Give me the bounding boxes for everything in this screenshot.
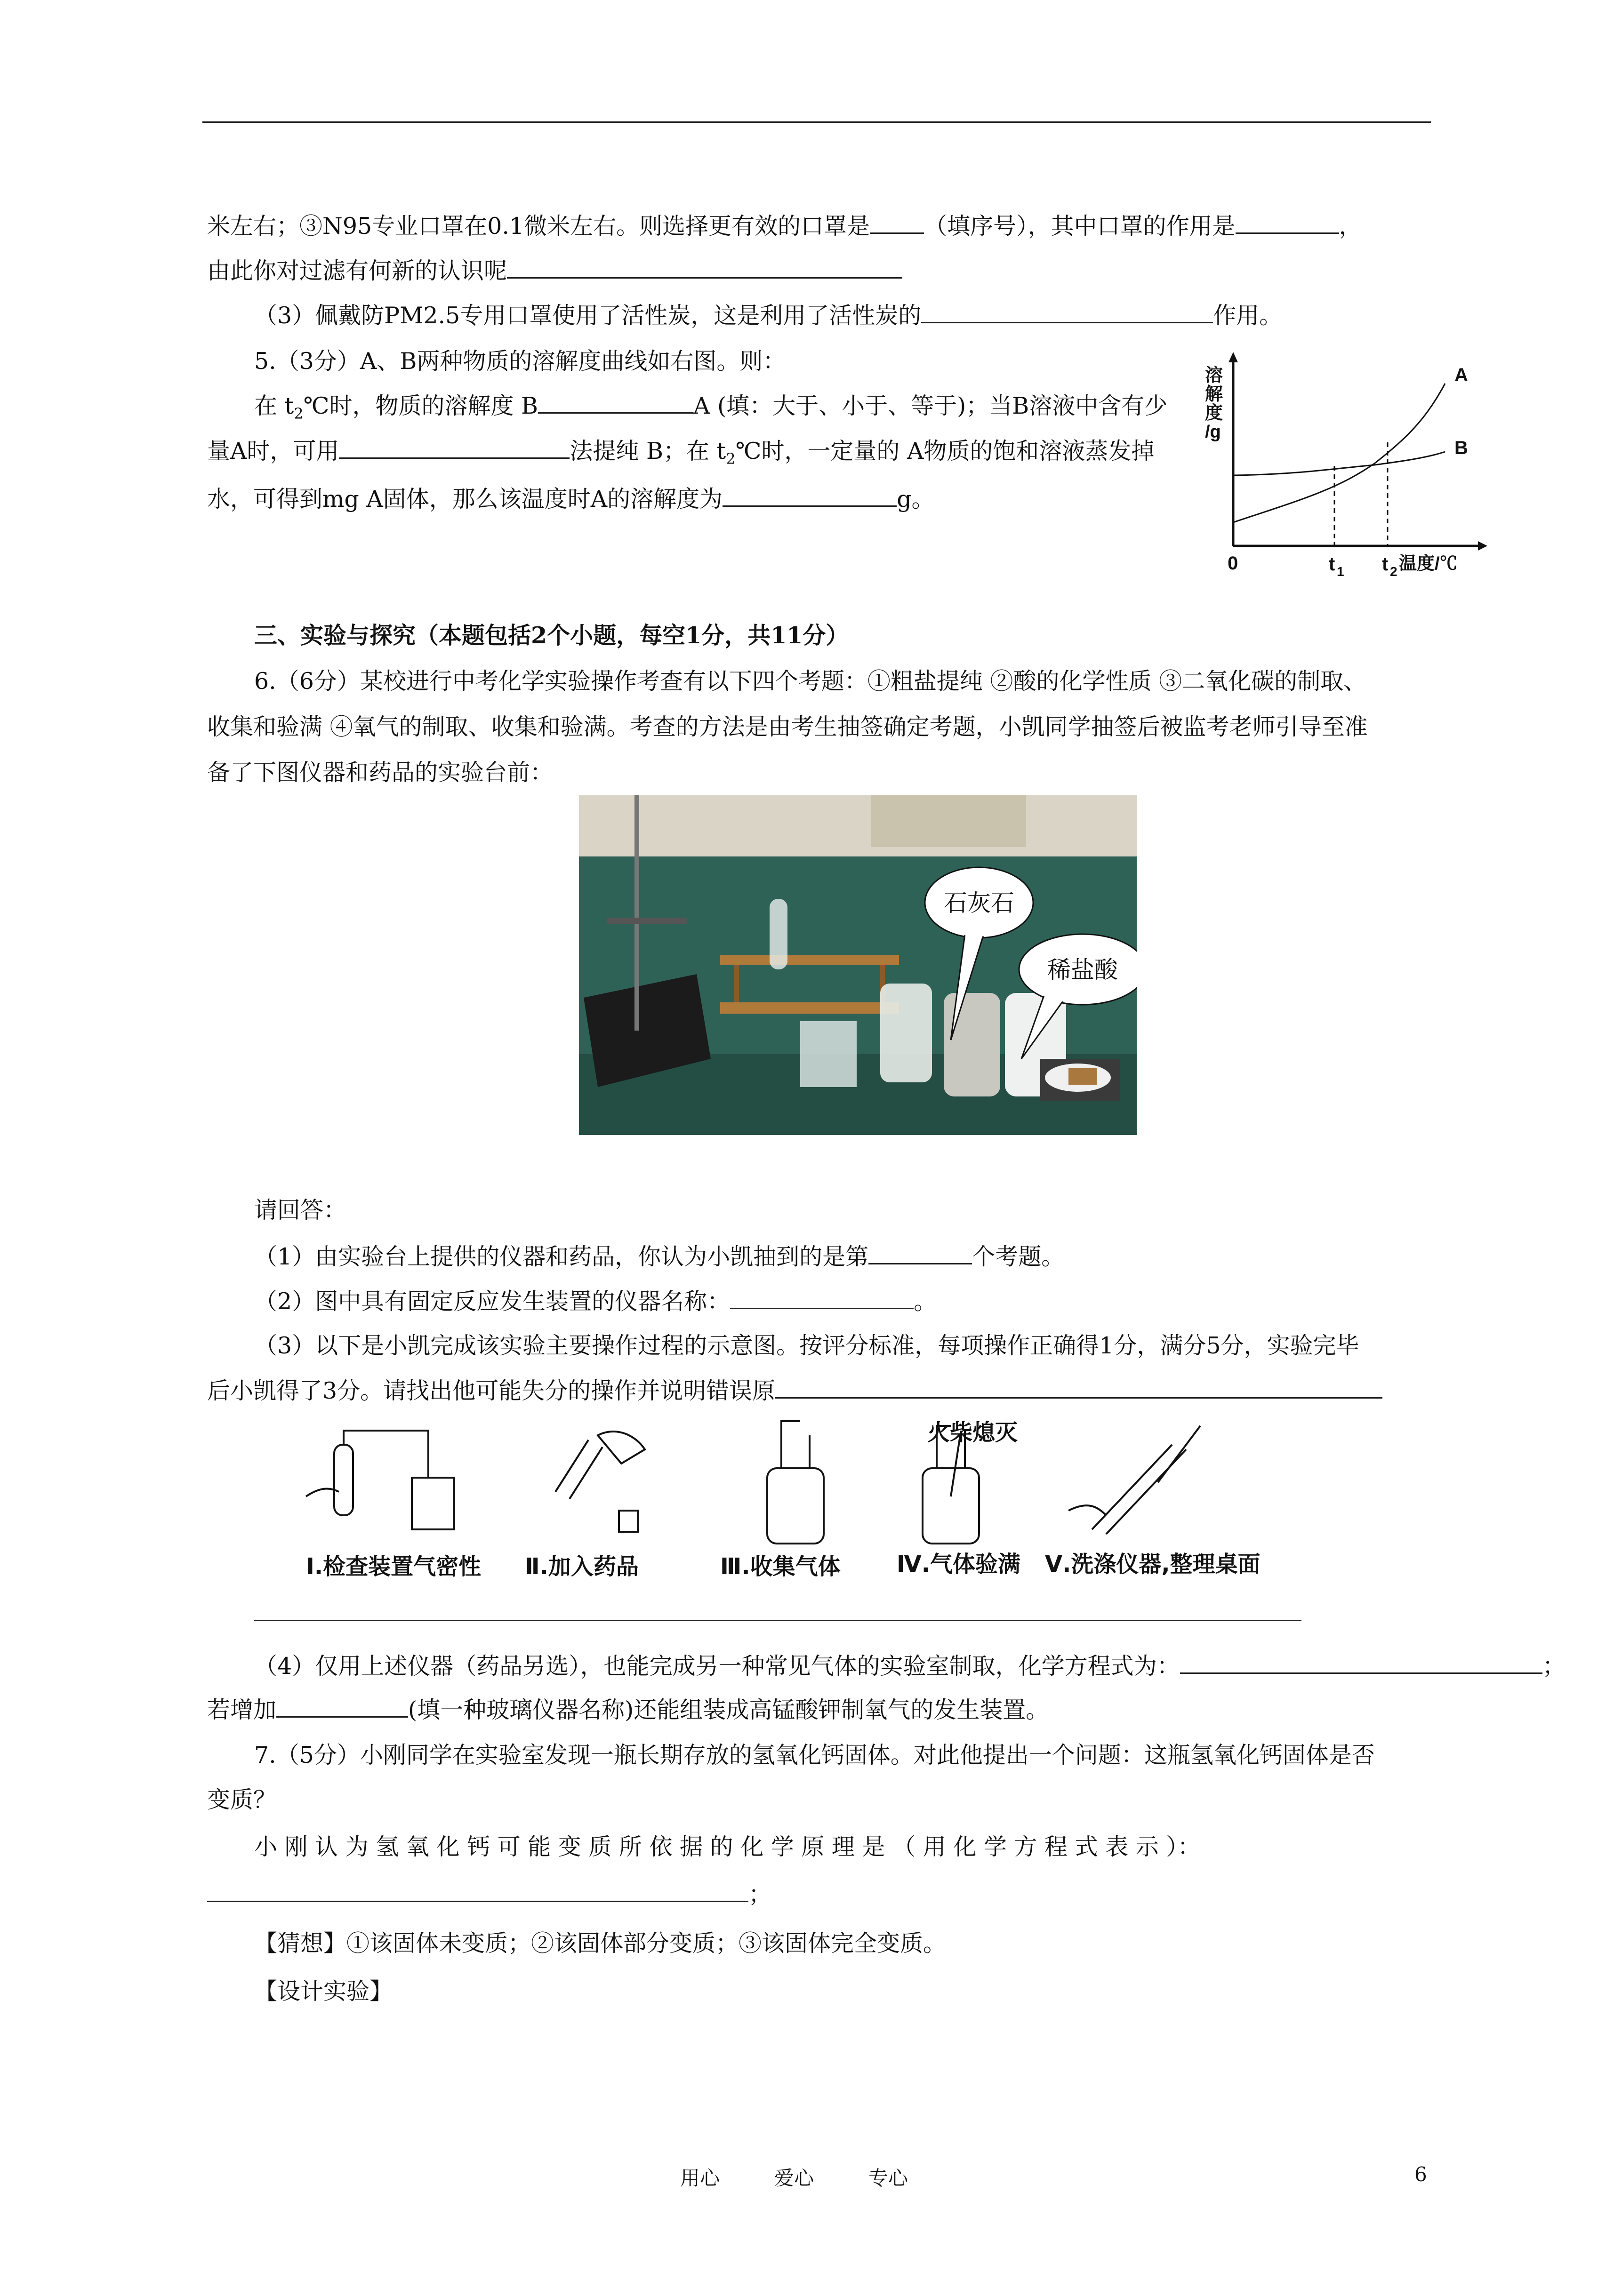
text-line: （2）图中具有固定反应发生装置的仪器名称： 。 xyxy=(254,1288,937,1315)
ylabel-2: 解 xyxy=(1205,384,1223,404)
text-line: ； xyxy=(207,1880,771,1909)
bubble-limestone: 石灰石 xyxy=(944,889,1014,917)
t2-label: t xyxy=(1382,554,1389,575)
footer-item: 专心 xyxy=(868,2167,908,2190)
step-4-label: Ⅳ.气体验满 xyxy=(897,1551,1020,1577)
text: （填序号），其中口罩的作用是 xyxy=(924,213,1236,240)
text-line: （3）以下是小凯完成该实验主要操作过程的示意图。按评分标准，每项操作正确得1分，满分5分，实验完毕 xyxy=(254,1332,1359,1359)
flame-out-note: 火柴熄灭 xyxy=(927,1419,1018,1446)
text-line: 变质？ xyxy=(207,1786,277,1813)
t1-label: t xyxy=(1329,554,1335,575)
answer-blank[interactable] xyxy=(207,1880,748,1902)
answer-blank[interactable] xyxy=(1236,212,1339,234)
answer-blank[interactable] xyxy=(723,485,897,507)
footer-item: 爱心 xyxy=(774,2167,814,2190)
lab-bench-photo xyxy=(579,795,1137,1135)
text: 米左右；③N95专业口罩在0.1微米左右。则选择更有效的口罩是 xyxy=(207,213,870,240)
t1-sub: 1 xyxy=(1337,564,1344,579)
answer-blank[interactable] xyxy=(1180,1652,1542,1674)
section-heading: 三、实验与探究（本题包括2个小题，每空1分，共11分） xyxy=(254,622,849,649)
lab-bench-illustration xyxy=(579,795,1137,1135)
page-number: 6 xyxy=(1414,2163,1427,2186)
solubility-chart xyxy=(1196,348,1487,579)
answer-blank[interactable] xyxy=(921,301,1213,323)
answer-blank[interactable] xyxy=(339,437,570,459)
step-2-label: Ⅱ.加入药品 xyxy=(525,1553,639,1580)
question-5: 5.（3分）A、B两种物质的溶解度曲线如右图。则： xyxy=(254,348,786,375)
text-line: （1）由实验台上提供的仪器和药品，你认为小凯抽到的是第 个考题。 xyxy=(254,1243,1065,1270)
text-line: 收集和验满 ④氧气的制取、收集和验满。考查的方法是由考生抽签确定考题，小凯同学抽签后被监考老师引导至准 xyxy=(207,713,1368,740)
text: 由此你对过滤有何新的认识呢 xyxy=(207,257,507,284)
curve-a xyxy=(1233,384,1445,522)
text-line xyxy=(254,301,1282,330)
xlabel: 温度/℃ xyxy=(1399,554,1458,574)
text-line: 后小凯得了3分。请找出他可能失分的操作并说明错误原 xyxy=(207,1376,1382,1405)
ylabel-1: 溶 xyxy=(1205,366,1223,385)
curve-b xyxy=(1233,452,1445,475)
text-line: 请回答： xyxy=(254,1197,347,1224)
text-line: 小 刚 认 为 氢 氧 化 钙 可 能 变 质 所 依 据 的 化 学 原 理 是 （ 用 化 学 方 程 式 表 示 ）： xyxy=(254,1833,1201,1860)
text-line: 在 $t_2℃$时，物质的溶解度 B A (填：大于、小于、等于)；当B溶液中含有少 xyxy=(254,392,1168,423)
step-3-label: Ⅲ.收集气体 xyxy=(720,1553,841,1580)
ylabel-3: 度 xyxy=(1205,403,1223,423)
text-line: 【设计实验】 xyxy=(254,1978,393,2005)
text-line xyxy=(207,256,902,285)
text-line: 【猜想】①该固体未变质；②该固体部分变质；③该固体完全变质。 xyxy=(254,1930,947,1957)
series-b-label: B xyxy=(1454,438,1468,458)
t2-sub: 2 xyxy=(1390,564,1397,579)
question-7: 7.（5分）小刚同学在实验室发现一瓶长期存放的氢氧化钙固体。对此他提出一个问题：这瓶氢氧化钙固体是否 xyxy=(254,1742,1375,1768)
answer-blank[interactable] xyxy=(276,1696,408,1718)
text-line: （4）仅用上述仪器（药品另选），也能完成另一种常见气体的实验室制取，化学方程式为： ； xyxy=(254,1653,1566,1680)
text: （3）佩戴防PM2.5专用口罩使用了活性炭，这是利用了活性炭的 xyxy=(254,302,922,329)
text-line: 水，可得到mg A固体，那么该温度时A的溶解度为 g。 xyxy=(207,486,935,512)
bubble-hcl: 稀盐酸 xyxy=(1047,956,1118,984)
procedure-diagram xyxy=(292,1416,1290,1591)
series-a-label: A xyxy=(1454,365,1468,385)
origin-label: 0 xyxy=(1228,553,1238,574)
answer-blank[interactable] xyxy=(507,256,902,279)
text: 作用。 xyxy=(1213,302,1283,329)
text-line: 量A时，可用 法提纯 B；在 $t_2℃$时，一定量的 A物质的饱和溶液蒸发掉 xyxy=(207,438,1155,468)
text-line xyxy=(207,212,1362,240)
answer-blank[interactable] xyxy=(538,392,693,414)
text: ， xyxy=(1339,213,1362,240)
answer-blank[interactable] xyxy=(870,212,924,234)
footer-item: 用心 xyxy=(680,2167,720,2190)
step-1-label: Ⅰ.检查装置气密性 xyxy=(306,1553,482,1580)
text-line: 若增加 (填一种玻璃仪器名称)还能组装成高锰酸钾制氧气的发生装置。 xyxy=(207,1696,1049,1723)
answer-line[interactable] xyxy=(254,1620,1301,1621)
answer-blank[interactable] xyxy=(775,1376,1382,1399)
header-rule xyxy=(202,121,1431,123)
answer-blank[interactable] xyxy=(868,1242,972,1264)
answer-blank[interactable] xyxy=(730,1287,914,1309)
ylabel-4: /g xyxy=(1205,422,1221,442)
text-line: 备了下图仪器和药品的实验台前： xyxy=(207,759,554,786)
step-5-label: Ⅴ.洗涤仪器,整理桌面 xyxy=(1045,1551,1261,1577)
question-6: 6.（6分）某校进行中考化学实验操作考查有以下四个考题：①粗盐提纯 ②酸的化学性质 ③二氧化碳的制取、 xyxy=(254,668,1367,695)
